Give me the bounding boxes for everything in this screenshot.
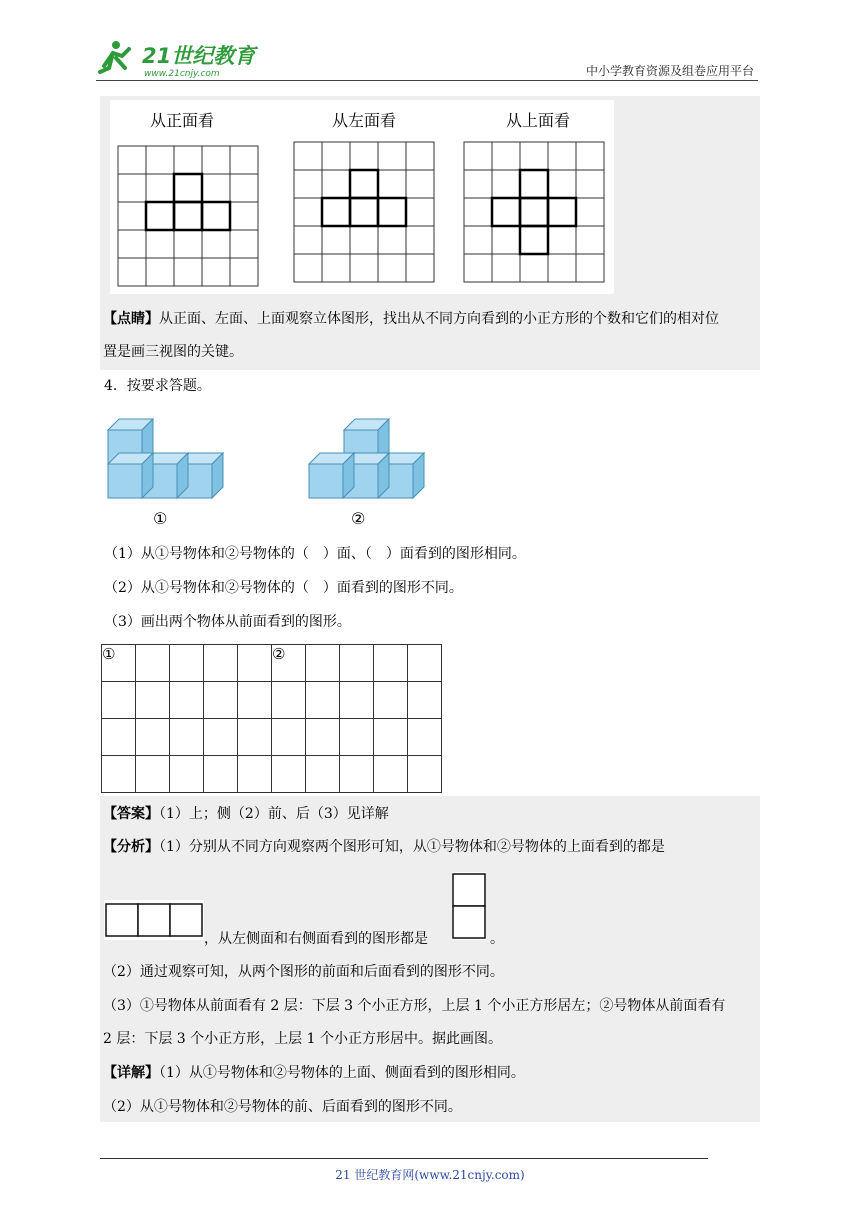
grid-cell: [520, 226, 548, 254]
drawing-cell[interactable]: [170, 645, 204, 682]
grid-cell: [118, 258, 146, 286]
grid-cell: [230, 230, 258, 258]
front-view-title: 从正面看: [150, 111, 215, 130]
footer-divider: [100, 1158, 708, 1159]
analysis-tag: 【分析】: [103, 839, 159, 855]
grid-cell: [294, 254, 322, 282]
grid-cell: [406, 170, 434, 198]
grid-cell: [294, 226, 322, 254]
grid-cell: [118, 230, 146, 258]
header-divider: [96, 80, 758, 81]
answer-tag: 【答案】: [103, 806, 159, 822]
grid-cell: [520, 198, 548, 226]
object-2-cubes: [309, 419, 424, 498]
grid-cell: [492, 142, 520, 170]
grid-cell: [548, 170, 576, 198]
object-2-label: ②: [351, 509, 366, 528]
drawing-cell[interactable]: [272, 719, 306, 756]
grid-cell: [520, 254, 548, 282]
grid-cell: [202, 202, 230, 230]
drawing-cell[interactable]: [374, 645, 408, 682]
grid-cell: [146, 258, 174, 286]
grid-cell: [118, 202, 146, 230]
grid-cell: [492, 226, 520, 254]
grid-cell: [576, 142, 604, 170]
grid-cell: [548, 142, 576, 170]
drawing-cell[interactable]: ①: [102, 645, 136, 682]
grid-cell: [230, 146, 258, 174]
drawing-cell[interactable]: [374, 719, 408, 756]
cube-figures: [100, 408, 440, 532]
grid-cell: [322, 254, 350, 282]
question-title: 4．按要求答题。: [104, 378, 211, 394]
grid-cell: [294, 142, 322, 170]
grid-cell: [322, 142, 350, 170]
grid-cell: [406, 142, 434, 170]
grid-cell: [350, 226, 378, 254]
front-view-grid: [118, 146, 258, 286]
grid-cell: [576, 170, 604, 198]
drawing-cell[interactable]: [340, 719, 374, 756]
drawing-cell[interactable]: [136, 682, 170, 719]
drawing-cell[interactable]: [238, 645, 272, 682]
grid-cell: [464, 142, 492, 170]
grid-cell: [520, 170, 548, 198]
drawing-cell[interactable]: [374, 756, 408, 793]
runner-logo-icon: [100, 41, 129, 72]
grid-cell: [548, 254, 576, 282]
grid-cell: [378, 170, 406, 198]
grid-cell: [202, 174, 230, 202]
grid-cell: [174, 230, 202, 258]
object-1-label: ①: [153, 509, 168, 528]
drawing-cell[interactable]: [340, 645, 374, 682]
grid-cell: [322, 198, 350, 226]
grid-cell: [548, 198, 576, 226]
grid-cell: [520, 142, 548, 170]
side-view-inline-figure: [452, 872, 486, 940]
dianjing-line-2: 置是画三视图的关键。: [103, 344, 243, 360]
top-view-inline-figure: [104, 900, 204, 940]
grid-cell: [350, 170, 378, 198]
grid-cell: [118, 174, 146, 202]
grid-cell: [350, 198, 378, 226]
cube-front-face: [108, 464, 142, 498]
dianjing-line-1: 【点睛】从正面、左面、上面观察立体图形，找出从不同方向看到的小正方形的个数和它们的相对位: [103, 311, 719, 327]
answer-line: 【答案】（1）上；侧（2）前、后（3）见详解: [103, 806, 389, 822]
grid-cell: [576, 198, 604, 226]
grid-cell: [378, 226, 406, 254]
grid-cell: [230, 202, 258, 230]
grid-cell: [464, 254, 492, 282]
drawing-cell[interactable]: [272, 682, 306, 719]
top-view-title: 从上面看: [506, 111, 571, 130]
left-view-title: 从左面看: [332, 111, 397, 130]
drawing-cell[interactable]: [204, 719, 238, 756]
drawing-cell[interactable]: [306, 645, 340, 682]
logo-url: www.21cnjy.com: [144, 69, 220, 79]
analysis-line-3: （2）通过观察可知，从两个图形的前面和后面看到的图形不同。: [103, 964, 504, 980]
footer-text: 21 世纪教育网(www.21cnjy.com): [335, 1168, 525, 1182]
three-views-figure: [110, 100, 614, 294]
drawing-cell[interactable]: [102, 756, 136, 793]
grid-cell: [464, 198, 492, 226]
grid-cell: [202, 146, 230, 174]
drawing-cell[interactable]: [408, 756, 442, 793]
drawing-cell[interactable]: [306, 682, 340, 719]
drawing-cell[interactable]: [340, 756, 374, 793]
analysis-line-4: （3）①号物体从前面看有 2 层：下层 3 个小正方形，上层 1 个小正方形居左；②号物体从前面看有: [103, 998, 726, 1014]
drawing-cell[interactable]: [238, 756, 272, 793]
grid-cell: [378, 198, 406, 226]
question-part-2: （2）从①号物体和②号物体的（ ）面看到的图形不同。: [104, 580, 463, 596]
question-part-1: （1）从①号物体和②号物体的（ ）面、（ ）面看到的图形相同。: [104, 546, 526, 562]
analysis-line-1: 【分析】（1）分别从不同方向观察两个图形可知，从①号物体和②号物体的上面看到的都是: [103, 839, 665, 855]
grid-cell: [322, 226, 350, 254]
grid-cell: [406, 226, 434, 254]
grid-cell: [350, 254, 378, 282]
drawing-cell[interactable]: [102, 682, 136, 719]
drawing-cell[interactable]: [408, 719, 442, 756]
detail-line-2: （2）从①号物体和②号物体的前、后面看到的图形不同。: [103, 1099, 462, 1115]
grid-cell: [174, 146, 202, 174]
drawing-cell[interactable]: ②: [272, 645, 306, 682]
drawing-cell[interactable]: [408, 645, 442, 682]
drawing-cell[interactable]: [204, 682, 238, 719]
drawing-cell[interactable]: [170, 719, 204, 756]
grid-cell: [146, 146, 174, 174]
grid-cell: [202, 230, 230, 258]
header-platform-name: 中小学教育资源及组卷应用平台: [585, 64, 754, 78]
analysis-line-2-end: 。: [490, 931, 504, 947]
left-view-grid: [294, 142, 434, 282]
question-part-3: （3）画出两个物体从前面看到的图形。: [104, 614, 351, 630]
drawing-cell[interactable]: [340, 682, 374, 719]
drawing-cell[interactable]: [136, 756, 170, 793]
site-logo: [96, 36, 266, 80]
grid-cell: [146, 174, 174, 202]
analysis-line-2: ，从左侧面和右侧面看到的图形都是: [204, 931, 428, 947]
grid-cell: [576, 254, 604, 282]
grid-cell: [492, 198, 520, 226]
drawing-cell[interactable]: [408, 682, 442, 719]
grid-cell: [464, 226, 492, 254]
analysis-line-5: 2 层：下层 3 个小正方形，上层 1 个小正方形居中。据此画图。: [103, 1031, 502, 1047]
grid-cell: [174, 202, 202, 230]
cube-front-face: [309, 464, 343, 498]
grid-cell: [146, 202, 174, 230]
grid-cell: [548, 226, 576, 254]
grid-cell: [492, 170, 520, 198]
grid-cell: [230, 174, 258, 202]
drawing-cell[interactable]: [204, 645, 238, 682]
answer-drawing-grid[interactable]: [101, 644, 442, 793]
drawing-cell[interactable]: [204, 756, 238, 793]
drawing-cell[interactable]: [170, 756, 204, 793]
detail-tag: 【详解】: [103, 1065, 159, 1081]
grid-cell: [202, 258, 230, 286]
grid-cell: [350, 142, 378, 170]
drawing-cell[interactable]: [272, 756, 306, 793]
grid-cell: [174, 174, 202, 202]
grid-cell: [406, 254, 434, 282]
grid-cell: [576, 226, 604, 254]
grid-cell: [146, 230, 174, 258]
grid-cell: [378, 142, 406, 170]
grid-cell: [322, 170, 350, 198]
grid-cell: [174, 258, 202, 286]
grid-cell: [464, 170, 492, 198]
logo-text: 21世纪教育: [142, 44, 256, 68]
drawing-cell[interactable]: [306, 719, 340, 756]
drawing-cell[interactable]: [238, 682, 272, 719]
drawing-cell[interactable]: [136, 719, 170, 756]
grid-cell: [406, 198, 434, 226]
detail-line-1: 【详解】（1）从①号物体和②号物体的上面、侧面看到的图形相同。: [103, 1065, 525, 1081]
dianjing-tag: 【点睛】: [103, 311, 159, 327]
object-1-cubes: [108, 419, 223, 498]
grid-cell: [230, 258, 258, 286]
grid-cell: [294, 170, 322, 198]
drawing-cell[interactable]: [374, 682, 408, 719]
top-view-grid: [464, 142, 604, 282]
grid-cell: [378, 254, 406, 282]
grid-cell: [492, 254, 520, 282]
drawing-cell[interactable]: [136, 645, 170, 682]
grid-cell: [294, 198, 322, 226]
drawing-cell[interactable]: [102, 719, 136, 756]
drawing-cell[interactable]: [170, 682, 204, 719]
drawing-cell[interactable]: [306, 756, 340, 793]
drawing-cell[interactable]: [238, 719, 272, 756]
grid-cell: [118, 146, 146, 174]
